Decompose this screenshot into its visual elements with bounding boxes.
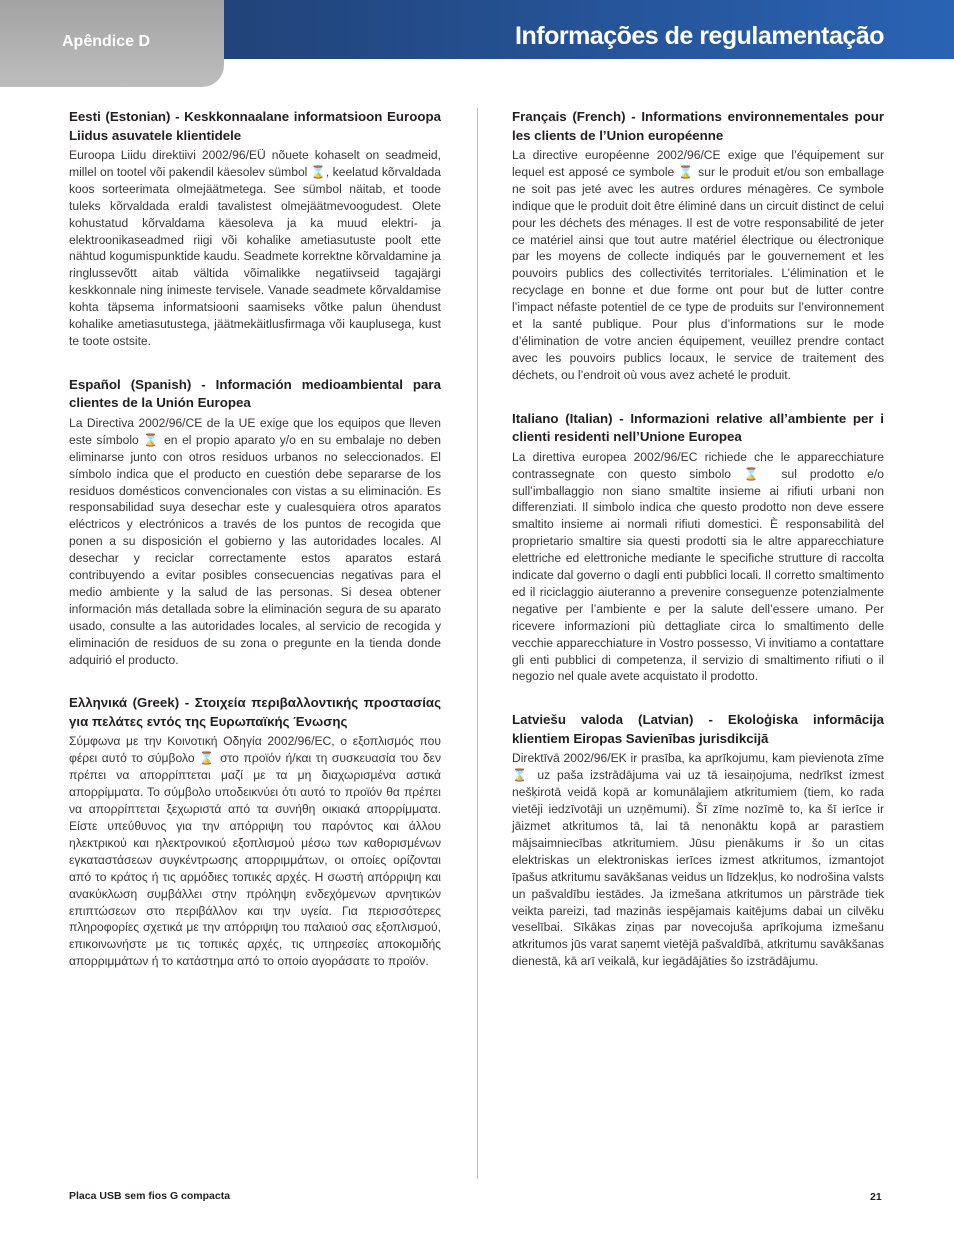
section-body: Σύμφωνα με την Κοινοτική Οδηγία 2002/96/EC, ο εξοπλισμός που φέρει αυτό το σύμβολο ⌛ στο προϊόν ή/και τη συσκευασία του δεν πρέπει να απορρίπτεται μαζί με τα μη διαχωρισμένα αστικά απορρίμματα. Το σύμβολο υποδεικνύει ότι αυτό το προϊόν θα πρέπει να απορρίπτεται ξεχωριστά από τα συνήθη οικιακά απορρίμματα. Είστε υπεύθυνος για την απόρριψη του παρόντος και άλλου ηλεκτρικού και ηλεκτρονικού εξοπλισμού μέσω των καθορισμένων εγκαταστάσεων συγκέντρωσης απορριμμάτων, οι οποίες ορίζονται από το κράτος ή τις αρμόδιες τοπικές αρχές. Η σωστή απόρριψη και ανακύκλωση συμβάλλει στην πρόληψη ενδεχόμενων αρνητικών επιπτώσεων στο περιβάλλον και την υγεία. Για περισσότερες πληροφορίες σχετικά με την απόρριψη του παλαιού σας εξοπλισμού, επικοινωνήστε με τις τοπικές αρχές, τις υπηρεσίες αποκομιδής απορριμμάτων ή το κατάστημα από το οποίο αγοράσατε το προϊόν.: [69, 734, 441, 969]
appendix-label: Apêndice D: [62, 33, 151, 50]
section-title: Eesti (Estonian) - Keskkonnaalane informatsioon Euroopa Liidus asuvatele klientidele: [69, 109, 441, 143]
section-title: Español (Spanish) - Información medioambiental para clientes de la Unión Europea: [69, 376, 441, 411]
page-title: Informações de regulamentação: [515, 22, 884, 50]
section-body: Direktīvā 2002/96/EK ir prasība, ka aprīkojumu, kam pievienota zīme ⌛ uz paša izstrādājuma vai uz tā iesaiņojuma, nedrīkst izmest nešķirotā veidā kopā ar komunālajiem atkritumiem (tiem, ko rada vietēji iedzīvotāji un uzņēmumi). Šī zīme nozīmē to, ka šī ierīce ir jāizmet atkritumos tā, lai tā nenonāktu kopā ar parastiem mājsaimniecības atkritumiem. Jūsu pienākums ir šo un citas elektriskas un elektroniskas ierīces izmest atkritumos, izmantojot īpašus atkritumu savākšanas veidus un līdzekļus, ko nodrošina valsts un pašvaldību iestādes. Ja izmešana atkritumos un pārstrāde tiek veikta pareizi, tad mazinās iespējamais kaitējums dabai un cilvēku veselībai. Sīkākas ziņas par novecojuša aprīkojuma izmešanu atkritumos jūs varat saņemt vietējā pašvaldībā, atkritumu savākšanas dienestā, kā arī veikalā, kur iegādājāties šo izstrādājumu.: [512, 751, 884, 969]
footer-product-name: Placa USB sem fios G compacta: [69, 1190, 231, 1202]
section-latvian: [512, 711, 884, 970]
section-body: La Directiva 2002/96/CE de la UE exige que los equipos que lleven este símbolo ⌛ en el propio aparato y/o en su embalaje no deben eliminarse junto con otros residuos urbanos no seleccionados. El símbolo indica que el producto en cuestión debe separarse de los residuos domésticos convencionales con vistas a su eliminación. Es responsabilidad suya desechar este y cualesquiera otros aparatos eléctricos y electrónicos a través de los puntos de recogida que ponen a su disposición el gobierno y las autoridades locales. Al desechar y reciclar correctamente estos aparatos estará contribuyendo a evitar posibles consecuencias negativas para el medio ambiente y la salud de las personas. Si desea obtener información más detallada sobre la eliminación segura de su aparato usado, consulte a las autoridades locales, al servicio de recogida y eliminación de residuos de su zona o pregunte en la tienda donde adquirió el producto.: [69, 415, 441, 667]
left-column: [69, 108, 441, 996]
section-french: [512, 108, 884, 384]
section-body: Euroopa Liidu direktiivi 2002/96/EÜ nõuete kohaselt on seadmeid, millel on tootel või pakendil käesolev sümbol ⌛, keelatud kõrvaldada koos sorteerimata olmejäätmetega. See sümbol näitab, et toode tuleks kõrvaldada eraldi tavalistest olmejäätmevoogudest. Olete kohustatud kõrvaldama käesoleva ja ka muud elektri- ja elektroonikaseadmed riigi või kohalike ametiasutuste poolt ette nähtud kogumispunktide kaudu. Seadmete korrektne kõrvaldamine ja ringlussevõtt aitab vältida võimalikke negatiivseid tagajärgi keskkonnale ning inimeste tervisele. Vanade seadmete kõrvaldamise kohta täpsema informatsiooni saamiseks võtke palun ühendust kohalike ametiasutustega, jäätmekäitlusfirmaga või kauplusega, kust te toote ostsite.: [69, 148, 441, 348]
section-greek: [69, 694, 441, 970]
column-divider: [477, 108, 478, 1179]
section-title: Latviešu valoda (Latvian) - Ekoloģiska informācija klientiem Eiropas Savienības jurisdikcijā: [512, 712, 884, 746]
section-body: La direttiva europea 2002/96/EC richiede che le apparecchiature contrassegnate con questo simbolo ⌛ sul prodotto e/o sull’imballaggio non siano smaltite insieme ai rifiuti urbani non differenziati. Il simbolo indica che questo prodotto non deve essere smaltito insieme ai normali rifiuti domestici. È responsabilità del proprietario smaltire sia questi prodotti sia le altre apparecchiature elettriche ed elettroniche mediante le specifiche strutture di raccolta indicate dal governo o dagli enti pubblici locali. Il corretto smaltimento ed il riciclaggio aiuteranno a prevenire conseguenze potenzialmente negative per l’ambiente e per la salute dell’essere umano. Per ricevere informazioni più dettagliate circa lo smaltimento delle vecchie apparecchiature in Vostro possesso, Vi invitiamo a contattare gli enti pubblici di competenza, il servizio di smaltimento rifiuti o il negozio nel quale avete acquistato il prodotto.: [512, 449, 884, 684]
section-title: Français (French) - Informations environnementales pour les clients de l’Union européenne: [512, 109, 884, 143]
section-italian: [512, 410, 884, 686]
section-estonian: [69, 108, 441, 350]
footer-page-number: 21: [870, 1191, 882, 1203]
right-column: [512, 108, 884, 996]
section-body: La directive européenne 2002/96/CE exige que l’équipement sur lequel est apposé ce symbole ⌛ sur le produit et/ou son emballage ne soit pas jeté avec les autres ordures ménagères. Ce symbole indique que le produit doit être éliminé dans un circuit distinct de celui pour les déchets des ménages. Il est de votre responsabilité de jeter ce matériel ainsi que tout autre matériel électrique ou électronique par les moyens de collecte indiqués par le gouvernement et les pouvoirs publics des collectivités territoriales. L’élimination et le recyclage en bonne et due forme ont pour but de lutter contre l’impact néfaste potentiel de ce type de produits sur l’environnement et la santé publique. Pour plus d’informations sur le mode d’élimination de votre ancien équipement, veuillez prendre contact avec les pouvoirs publics locaux, le service de traitement des déchets, ou l’endroit où vous avez acheté le produit.: [512, 148, 884, 382]
section-spanish: [69, 376, 441, 669]
section-title: Ελληνικά (Greek) - Στοιχεία περιβαλλοντικής προστασίας για πελάτες εντός της Ευρωπαϊκής Ένωσης: [69, 695, 441, 729]
section-title: Italiano (Italian) - Informazioni relative all’ambiente per i clienti residenti nell’Unione Europea: [512, 410, 884, 445]
